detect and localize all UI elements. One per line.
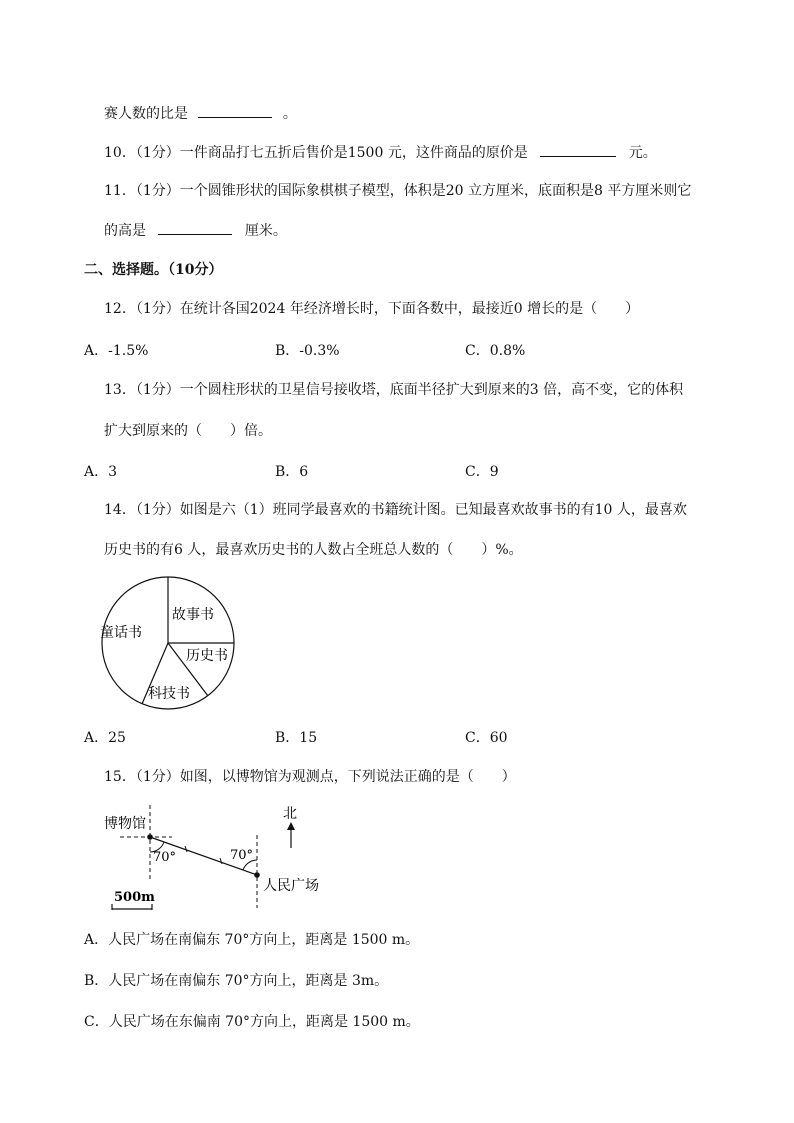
question-13-line1: 13．（1分）一个圆柱形状的卫星信号接收塔，底面半径扩大到原来的3 倍，高不变，它的体积 xyxy=(104,382,684,398)
option-a[interactable]: A．25 xyxy=(84,730,126,746)
answer-blank[interactable] xyxy=(198,103,272,118)
square-label: 人民广场 xyxy=(263,878,319,894)
q9-text: 赛人数的比是 xyxy=(104,106,188,122)
question-15: 15．（1分）如图，以博物馆为观测点，下列说法正确的是（ ） xyxy=(104,769,516,785)
pie-label-fairy: 童话书 xyxy=(100,625,142,641)
option-b[interactable]: B．6 xyxy=(275,464,309,480)
scale-label: 500m xyxy=(114,890,155,905)
pie-chart xyxy=(100,575,240,715)
direction-figure xyxy=(100,800,340,915)
option-a[interactable]: A．人民广场在南偏东 70°方向上，距离是 1500 m。 xyxy=(84,932,420,948)
option-a[interactable]: A．3 xyxy=(84,464,118,480)
angle-label: 70° xyxy=(230,848,254,863)
museum-label: 博物馆 xyxy=(104,816,146,832)
angle-label: 70° xyxy=(153,850,177,865)
option-a[interactable]: A．-1.5% xyxy=(84,343,149,359)
pie-label-story: 故事书 xyxy=(172,607,214,623)
pie-label-science: 科技书 xyxy=(148,686,190,702)
north-label: 北 xyxy=(283,806,297,822)
option-c[interactable]: C．9 xyxy=(465,464,499,480)
option-c[interactable]: C．60 xyxy=(465,730,508,746)
north-arrowhead xyxy=(287,822,295,830)
question-14-line1: 14．（1分）如图是六（1）班同学最喜欢的书籍统计图。已知最喜欢故事书的有10 人，最喜欢 xyxy=(104,502,687,518)
question-11-line2: 的高是 厘米。 xyxy=(104,220,287,241)
question-13-line2: 扩大到原来的（ ）倍。 xyxy=(104,423,272,439)
tick-mark xyxy=(220,858,222,864)
option-b[interactable]: B．人民广场在南偏东 70°方向上，距离是 3m。 xyxy=(84,973,389,989)
option-b[interactable]: B．15 xyxy=(275,730,318,746)
q9-tail: 赛人数的比是 。 xyxy=(104,103,297,124)
answer-blank[interactable] xyxy=(540,142,616,157)
section-title: 二、选择题。（10分） xyxy=(84,262,223,278)
question-12: 12．（1分）在统计各国2024 年经济增长时，下面各数中，最接近0 增长的是（ ） xyxy=(104,301,640,317)
option-c[interactable]: C．人民广场在东偏南 70°方向上，距离是 1500 m。 xyxy=(84,1014,420,1030)
answer-blank[interactable] xyxy=(158,220,232,235)
square-point xyxy=(254,872,260,878)
question-10: 10．（1分）一件商品打七五折后售价是1500 元，这件商品的原价是 元。 xyxy=(104,142,657,163)
pie-label-history: 历史书 xyxy=(186,648,228,664)
option-c[interactable]: C．0.8% xyxy=(465,343,526,359)
option-b[interactable]: B．-0.3% xyxy=(275,343,340,359)
question-14-line2: 历史书的有6 人，最喜欢历史书的人数占全班总人数的（ ）%。 xyxy=(104,542,523,558)
question-11-line1: 11．（1分）一个圆锥形状的国际象棋棋子模型，体积是20 立方厘米，底面积是8 平方厘米则它 xyxy=(104,183,692,199)
